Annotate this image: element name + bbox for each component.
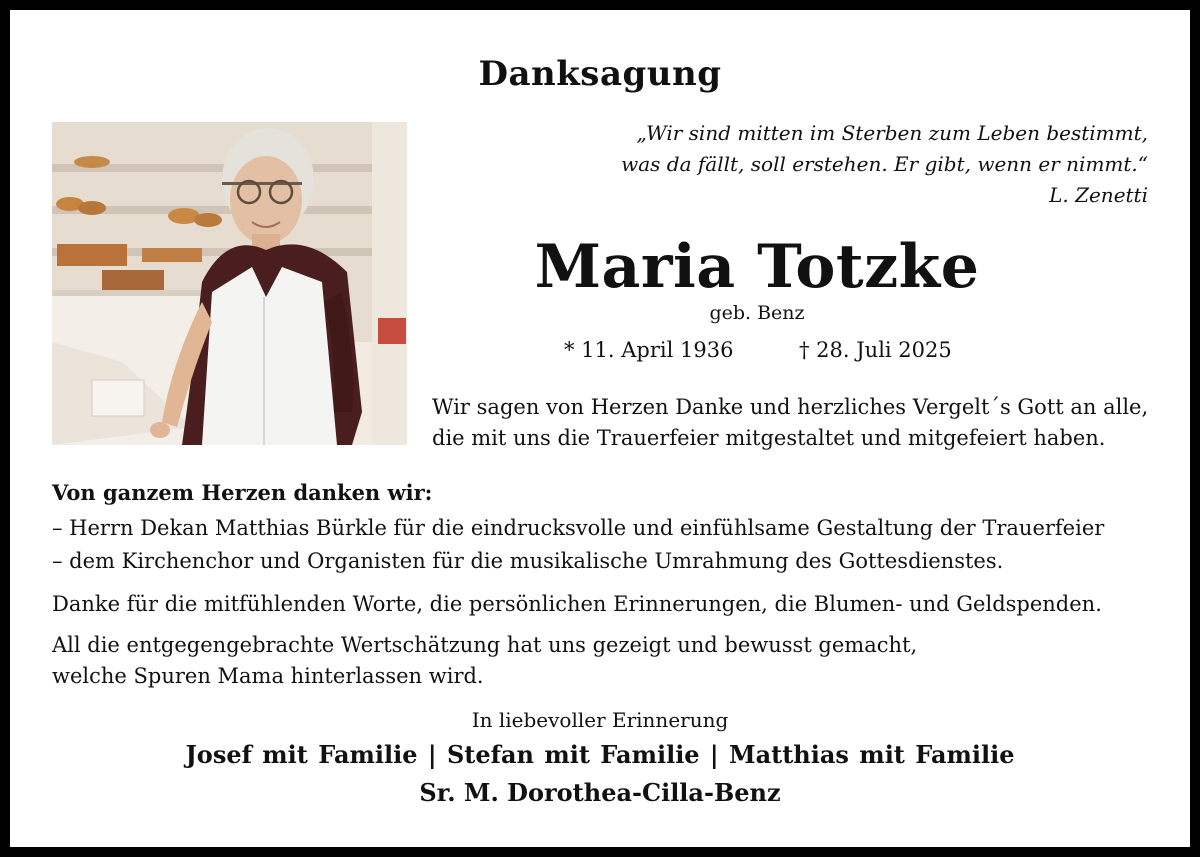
death-date: † 28. Juli 2025 xyxy=(799,338,952,362)
deceased-name: Maria Totzke xyxy=(534,232,980,302)
thanks-list xyxy=(52,512,1104,578)
intro-line-1: Wir sagen von Herzen Danke und herzliches Vergelt´s Gott an alle, xyxy=(432,395,1149,419)
thanks-intro xyxy=(432,392,1148,454)
family-signatures: Josef mit Familie | Stefan mit Familie | Matthias mit Familie xyxy=(185,740,1015,769)
portrait-photo xyxy=(52,122,407,445)
list-item: – Herrn Dekan Matthias Bürkle für die eindrucksvolle und einfühlsame Gestaltung der Trauerfeier xyxy=(52,516,1105,540)
thanks-heading: Von ganzem Herzen danken wir: xyxy=(52,480,433,505)
list-item: – dem Kirchenchor und Organisten für die musikalische Umrahmung des Gottesdienstes. xyxy=(52,549,1004,573)
intro-line-2: die mit uns die Trauerfeier mitgestaltet und mitgefeiert haben. xyxy=(432,426,1106,450)
born-name: geb. Benz xyxy=(709,302,805,324)
appreciation-line-1: All die entgegengebrachte Wertschätzung hat uns gezeigt und bewusst gemacht, xyxy=(52,633,918,657)
gratitude-paragraph: Danke für die mitfühlenden Worte, die persönlichen Erinnerungen, die Blumen- und Geldspenden. xyxy=(52,592,1102,616)
quote-line-2: was da fällt, soll erstehen. Er gibt, wenn er nimmt.“ xyxy=(621,152,1148,176)
appreciation-line-2: welche Spuren Mama hinterlassen wird. xyxy=(52,664,484,688)
birth-date: * 11. April 1936 xyxy=(564,338,734,362)
appreciation-paragraph xyxy=(52,630,917,692)
quote-author: L. Zenetti xyxy=(1049,183,1148,207)
quote-block xyxy=(621,118,1148,211)
remembrance-line: In liebevoller Erinnerung xyxy=(471,708,729,732)
obituary-card xyxy=(10,10,1190,847)
page-title: Danksagung xyxy=(478,54,722,94)
quote-line-1: „Wir sind mitten im Sterben zum Leben bestimmt, xyxy=(636,121,1148,145)
sister-signature: Sr. M. Dorothea-Cilla-Benz xyxy=(419,778,781,807)
